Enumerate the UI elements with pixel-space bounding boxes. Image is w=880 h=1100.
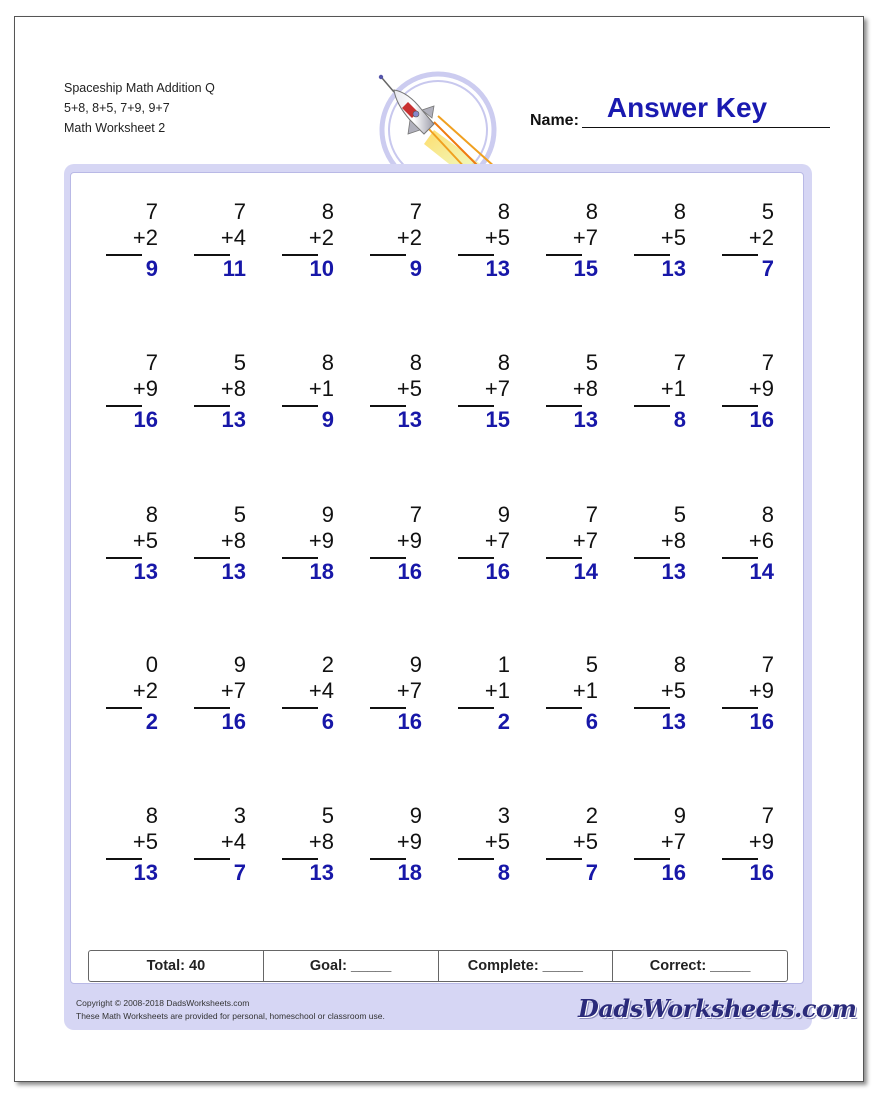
usage-note: These Math Worksheets are provided for personal, homeschool or classroom use. <box>76 1011 385 1021</box>
addend-top: 8 <box>673 199 686 224</box>
problem-item <box>368 199 438 289</box>
sum-line <box>282 707 318 709</box>
answer-value: 7 <box>233 860 246 885</box>
addend-top: 9 <box>497 502 510 527</box>
name-line <box>582 127 830 128</box>
addend-top: 7 <box>409 502 422 527</box>
problem-item <box>632 199 702 289</box>
answer-value: 16 <box>133 407 158 432</box>
addend-top: 7 <box>585 502 598 527</box>
addend-bottom: +2 <box>132 225 158 250</box>
dadsworksheets-logo: DadsWorksheets.com <box>578 994 857 1023</box>
problem-item <box>280 350 350 440</box>
addend-bottom: +7 <box>484 376 510 401</box>
addend-bottom: +7 <box>396 678 422 703</box>
addend-top: 3 <box>233 803 246 828</box>
goal-cell: Goal: _____ <box>264 951 439 981</box>
problem-item <box>456 350 526 440</box>
worksheet-subtitle: Math Worksheet 2 <box>64 121 166 135</box>
addend-bottom: +9 <box>748 678 774 703</box>
addend-top: 7 <box>761 652 774 677</box>
answer-value: 16 <box>221 709 246 734</box>
addend-bottom: +8 <box>220 376 246 401</box>
answer-value: 7 <box>761 256 774 281</box>
addend-bottom: +2 <box>132 678 158 703</box>
answer-value: 9 <box>409 256 422 281</box>
answer-value: 2 <box>145 709 158 734</box>
addend-top: 5 <box>585 350 598 375</box>
addend-bottom: +2 <box>396 225 422 250</box>
answer-value: 6 <box>321 709 334 734</box>
addend-bottom: +5 <box>132 829 158 854</box>
answer-value: 9 <box>321 407 334 432</box>
sum-line <box>370 254 406 256</box>
answer-value: 2 <box>497 709 510 734</box>
addend-bottom: +8 <box>308 829 334 854</box>
answer-value: 13 <box>661 559 686 584</box>
answer-value: 18 <box>397 860 422 885</box>
addend-top: 7 <box>673 350 686 375</box>
sum-line <box>458 858 494 860</box>
sum-line <box>106 707 142 709</box>
worksheet-facts: 5+8, 8+5, 7+9, 9+7 <box>64 101 170 115</box>
addend-top: 9 <box>321 502 334 527</box>
sum-line <box>546 858 582 860</box>
answer-key-heading: Answer Key <box>606 92 768 123</box>
addend-top: 9 <box>233 652 246 677</box>
problem-item <box>632 652 702 742</box>
problem-item <box>192 502 262 592</box>
problem-item <box>720 350 790 440</box>
addend-top: 3 <box>497 803 510 828</box>
answer-value: 10 <box>309 256 334 281</box>
problem-item <box>104 652 174 742</box>
score-summary <box>88 950 788 982</box>
problem-item <box>192 652 262 742</box>
addend-bottom: +8 <box>660 528 686 553</box>
answer-value: 16 <box>749 709 774 734</box>
name-label: Name: <box>530 112 579 129</box>
answer-value: 13 <box>485 256 510 281</box>
addend-top: 8 <box>321 199 334 224</box>
problem-item <box>544 350 614 440</box>
sum-line <box>194 858 230 860</box>
answer-value: 16 <box>749 860 774 885</box>
addend-bottom: +1 <box>572 678 598 703</box>
addend-top: 8 <box>145 502 158 527</box>
addend-bottom: +2 <box>308 225 334 250</box>
addend-bottom: +9 <box>748 829 774 854</box>
sum-line <box>106 254 142 256</box>
answer-value: 16 <box>661 860 686 885</box>
problem-item <box>368 350 438 440</box>
addend-bottom: +9 <box>396 829 422 854</box>
addend-bottom: +8 <box>572 376 598 401</box>
answer-value: 13 <box>221 559 246 584</box>
answer-value: 14 <box>573 559 598 584</box>
problem-item <box>544 199 614 289</box>
addend-top: 2 <box>321 652 334 677</box>
addend-top: 8 <box>761 502 774 527</box>
addend-bottom: +1 <box>660 376 686 401</box>
addend-top: 8 <box>585 199 598 224</box>
problem-item <box>456 803 526 893</box>
footer-copyright <box>76 997 385 1023</box>
answer-value: 15 <box>573 256 598 281</box>
problem-item <box>104 502 174 592</box>
addend-bottom: +5 <box>660 678 686 703</box>
problem-item <box>104 350 174 440</box>
answer-value: 13 <box>573 407 598 432</box>
addend-bottom: +7 <box>572 225 598 250</box>
addend-bottom: +7 <box>220 678 246 703</box>
problem-item <box>632 502 702 592</box>
problem-item <box>456 199 526 289</box>
addend-bottom: +5 <box>132 528 158 553</box>
answer-value: 11 <box>222 256 246 281</box>
total-cell: Total: 40 <box>89 951 264 981</box>
addend-bottom: +8 <box>220 528 246 553</box>
answer-value: 13 <box>221 407 246 432</box>
answer-value: 13 <box>661 709 686 734</box>
problem-item <box>544 803 614 893</box>
addend-bottom: +1 <box>308 376 334 401</box>
sum-line <box>634 405 670 407</box>
answer-value: 14 <box>749 559 774 584</box>
addend-top: 0 <box>145 652 158 677</box>
problem-item <box>280 502 350 592</box>
addend-top: 8 <box>321 350 334 375</box>
problem-item <box>192 803 262 893</box>
addend-bottom: +1 <box>484 678 510 703</box>
sum-line <box>282 405 318 407</box>
problem-item <box>280 803 350 893</box>
problem-item <box>368 803 438 893</box>
answer-value: 7 <box>585 860 598 885</box>
addend-bottom: +5 <box>396 376 422 401</box>
problem-item <box>720 803 790 893</box>
addend-top: 9 <box>409 652 422 677</box>
addend-top: 5 <box>585 652 598 677</box>
addend-top: 7 <box>409 199 422 224</box>
problem-item <box>192 350 262 440</box>
answer-value: 15 <box>485 407 510 432</box>
problem-item <box>280 652 350 742</box>
addend-bottom: +4 <box>220 829 246 854</box>
addend-top: 1 <box>497 652 510 677</box>
problem-item <box>632 350 702 440</box>
problem-item <box>368 652 438 742</box>
addend-bottom: +6 <box>748 528 774 553</box>
addend-top: 7 <box>233 199 246 224</box>
addend-bottom: +7 <box>484 528 510 553</box>
answer-value: 13 <box>661 256 686 281</box>
addend-bottom: +4 <box>220 225 246 250</box>
answer-value: 16 <box>397 709 422 734</box>
addend-bottom: +9 <box>396 528 422 553</box>
addend-top: 8 <box>673 652 686 677</box>
addend-bottom: +9 <box>748 376 774 401</box>
addend-top: 5 <box>761 199 774 224</box>
problem-item <box>456 652 526 742</box>
problem-item <box>280 199 350 289</box>
problem-item <box>720 652 790 742</box>
addend-bottom: +2 <box>748 225 774 250</box>
addend-bottom: +5 <box>484 225 510 250</box>
problem-item <box>192 199 262 289</box>
problem-item <box>104 199 174 289</box>
addend-top: 9 <box>409 803 422 828</box>
problem-item <box>720 199 790 289</box>
addend-bottom: +9 <box>308 528 334 553</box>
answer-value: 13 <box>133 860 158 885</box>
addend-top: 5 <box>673 502 686 527</box>
problem-item <box>544 652 614 742</box>
answer-value: 13 <box>309 860 334 885</box>
answer-value: 9 <box>145 256 158 281</box>
addend-bottom: +9 <box>132 376 158 401</box>
addend-top: 8 <box>497 350 510 375</box>
addend-top: 8 <box>145 803 158 828</box>
sum-line <box>546 707 582 709</box>
complete-cell: Complete: _____ <box>439 951 614 981</box>
correct-cell: Correct: _____ <box>649 958 751 974</box>
sum-line <box>458 707 494 709</box>
problem-item <box>632 803 702 893</box>
problem-item <box>544 502 614 592</box>
addend-top: 7 <box>761 803 774 828</box>
addend-top: 9 <box>673 803 686 828</box>
copyright-text: Copyright © 2008-2018 DadsWorksheets.com <box>76 998 250 1008</box>
worksheet-title: Spaceship Math Addition Q <box>64 81 215 95</box>
answer-value: 8 <box>497 860 510 885</box>
problem-item <box>104 803 174 893</box>
addend-top: 7 <box>761 350 774 375</box>
addend-bottom: +5 <box>660 225 686 250</box>
answer-value: 6 <box>585 709 598 734</box>
addend-bottom: +4 <box>308 678 334 703</box>
answer-value: 16 <box>749 407 774 432</box>
answer-value: 13 <box>133 559 158 584</box>
answer-value: 16 <box>485 559 510 584</box>
addend-top: 8 <box>409 350 422 375</box>
answer-value: 16 <box>397 559 422 584</box>
sum-line <box>722 254 758 256</box>
addend-top: 7 <box>145 350 158 375</box>
addend-bottom: +5 <box>484 829 510 854</box>
addend-bottom: +5 <box>572 829 598 854</box>
addend-bottom: +7 <box>572 528 598 553</box>
addend-top: 5 <box>321 803 334 828</box>
addend-bottom: +7 <box>660 829 686 854</box>
answer-value: 8 <box>673 407 686 432</box>
answer-value: 13 <box>397 407 422 432</box>
problem-item <box>720 502 790 592</box>
addend-top: 5 <box>233 350 246 375</box>
addend-top: 5 <box>233 502 246 527</box>
problem-item <box>368 502 438 592</box>
answer-value: 18 <box>309 559 334 584</box>
addend-top: 8 <box>497 199 510 224</box>
addend-top: 7 <box>145 199 158 224</box>
problem-item <box>456 502 526 592</box>
addend-top: 2 <box>585 803 598 828</box>
worksheet-header-info <box>64 78 215 138</box>
